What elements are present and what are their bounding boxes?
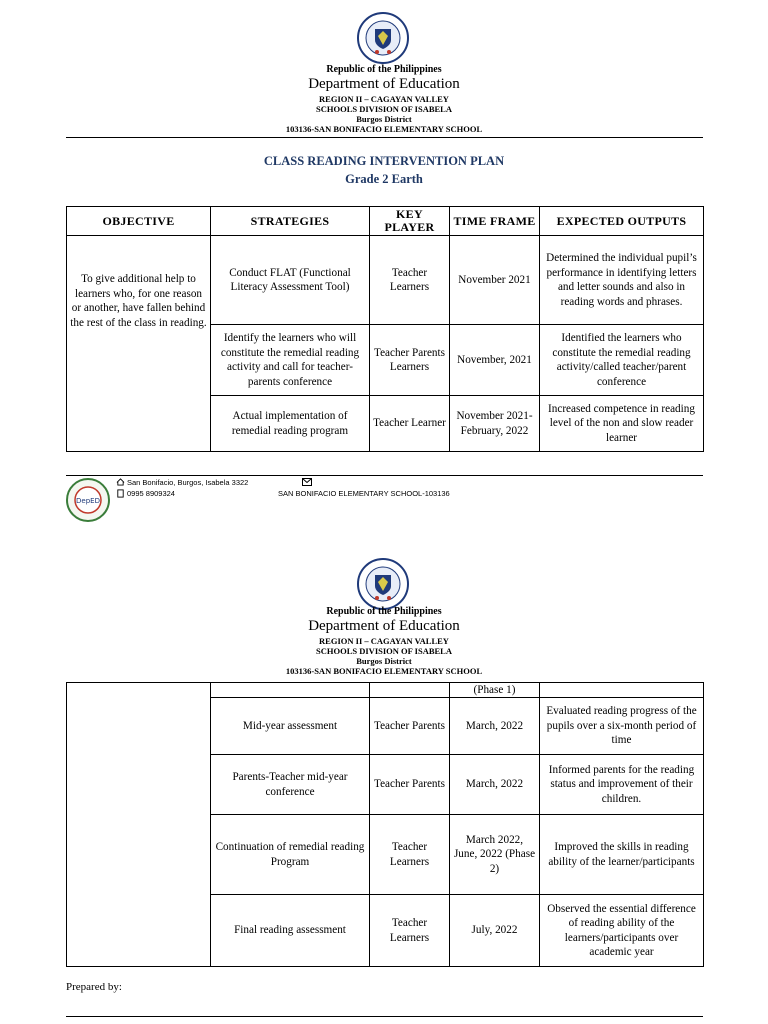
plan-title: CLASS READING INTERVENTION PLAN bbox=[263, 154, 505, 168]
header-key-player: KEY PLAYER bbox=[370, 207, 450, 236]
district-line: Burgos District bbox=[356, 656, 412, 666]
strategy-cell: Identify the learners who will constitute the remedial reading activity and call for teacher-parents conference bbox=[211, 325, 370, 396]
time-frame-cell: November, 2021 bbox=[450, 325, 540, 396]
home-icon bbox=[116, 478, 125, 486]
division-line: SCHOOLS DIVISION OF ISABELA bbox=[316, 646, 452, 656]
expected-output-cell: Observed the essential difference of reading ability of the learners/participants over academic year bbox=[540, 895, 704, 967]
page-1 bbox=[0, 0, 768, 510]
footer-divider bbox=[66, 475, 703, 476]
republic-line: Republic of the Philippines bbox=[326, 64, 442, 75]
footer-address: San Bonifacio, Burgos, Isabela 3322 bbox=[127, 478, 249, 487]
header-objective: OBJECTIVE bbox=[67, 207, 211, 236]
key-player-cell: Teacher Learners bbox=[370, 895, 450, 967]
objective-continuation-cell bbox=[67, 683, 211, 967]
expected-output-cell: Evaluated reading progress of the pupils over a six-month period of time bbox=[540, 698, 704, 755]
key-player-cell bbox=[370, 683, 450, 698]
plan-subtitle: Grade 2 Earth bbox=[345, 172, 423, 186]
strategy-cell: Parents-Teacher mid-year conference bbox=[211, 755, 370, 815]
deped-seal-icon bbox=[357, 558, 409, 610]
expected-output-cell: Determined the individual pupil’s performance in identifying letters and letter sounds and also in reading words and phrases. bbox=[540, 236, 704, 325]
expected-output-cell: Informed parents for the reading status and improvement of their children. bbox=[540, 755, 704, 815]
time-frame-cell: (Phase 1) bbox=[450, 683, 540, 698]
intervention-table-page-1 bbox=[66, 206, 704, 452]
strategy-cell: Final reading assessment bbox=[211, 895, 370, 967]
key-player-cell: Teacher Parents bbox=[370, 755, 450, 815]
strategy-cell: Continuation of remedial reading Program bbox=[211, 815, 370, 895]
footer-email: SAN BONIFACIO ELEMENTARY SCHOOL-103136 bbox=[278, 489, 450, 498]
time-frame-cell: March, 2022 bbox=[450, 755, 540, 815]
footer-phone: 0995 8909324 bbox=[127, 489, 175, 498]
expected-output-cell: Improved the skills in reading ability of the learner/participants bbox=[540, 815, 704, 895]
expected-output-cell: Identified the learners who constitute the remedial reading activity/called teacher/parent conference bbox=[540, 325, 704, 396]
republic-line: Republic of the Philippines bbox=[326, 606, 442, 617]
department-name: Department of Education bbox=[308, 618, 460, 634]
school-line: 103136-SAN BONIFACIO ELEMENTARY SCHOOL bbox=[285, 124, 483, 134]
time-frame-cell: March 2022, June, 2022 (Phase 2) bbox=[450, 815, 540, 895]
header-expected-outputs: EXPECTED OUTPUTS bbox=[540, 207, 704, 236]
expected-output-cell bbox=[540, 683, 704, 698]
header-time-frame: TIME FRAME bbox=[450, 207, 540, 236]
header-strategies: STRATEGIES bbox=[211, 207, 370, 236]
phone-icon bbox=[116, 489, 125, 498]
page-2-footer-divider bbox=[66, 1016, 703, 1017]
prepared-by-label: Prepared by: bbox=[66, 981, 122, 993]
objective-cell: To give additional help to learners who, for one reason or another, have fallen behind the rest of the class in reading. bbox=[67, 236, 211, 452]
time-frame-cell: July, 2022 bbox=[450, 895, 540, 967]
intervention-table-page-2 bbox=[66, 682, 704, 967]
page-2 bbox=[0, 510, 768, 1024]
header-divider bbox=[66, 137, 703, 138]
district-line: Burgos District bbox=[356, 114, 412, 124]
key-player-cell: Teacher Learner bbox=[370, 396, 450, 452]
school-line: 103136-SAN BONIFACIO ELEMENTARY SCHOOL bbox=[285, 666, 483, 676]
time-frame-cell: March, 2022 bbox=[450, 698, 540, 755]
strategy-cell: Conduct FLAT (Functional Literacy Assessment Tool) bbox=[211, 236, 370, 325]
strategy-cell bbox=[211, 683, 370, 698]
strategy-cell: Mid-year assessment bbox=[211, 698, 370, 755]
deped-seal-icon bbox=[357, 12, 409, 64]
time-frame-cell: November 2021- February, 2022 bbox=[450, 396, 540, 452]
time-frame-cell: November 2021 bbox=[450, 236, 540, 325]
division-line: SCHOOLS DIVISION OF ISABELA bbox=[316, 104, 452, 114]
key-player-cell: Teacher Learners bbox=[370, 236, 450, 325]
key-player-cell: Teacher Parents bbox=[370, 698, 450, 755]
region-line: REGION II – CAGAYAN VALLEY bbox=[319, 94, 449, 104]
logo-text: DepED bbox=[76, 497, 100, 505]
strategy-cell: Actual implementation of remedial reading program bbox=[211, 396, 370, 452]
expected-output-cell: Increased competence in reading level of the non and slow reader learner bbox=[540, 396, 704, 452]
key-player-cell: Teacher Parents Learners bbox=[370, 325, 450, 396]
key-player-cell: Teacher Learners bbox=[370, 815, 450, 895]
region-line: REGION II – CAGAYAN VALLEY bbox=[319, 636, 449, 646]
department-name: Department of Education bbox=[308, 76, 460, 92]
mail-icon bbox=[302, 478, 312, 486]
